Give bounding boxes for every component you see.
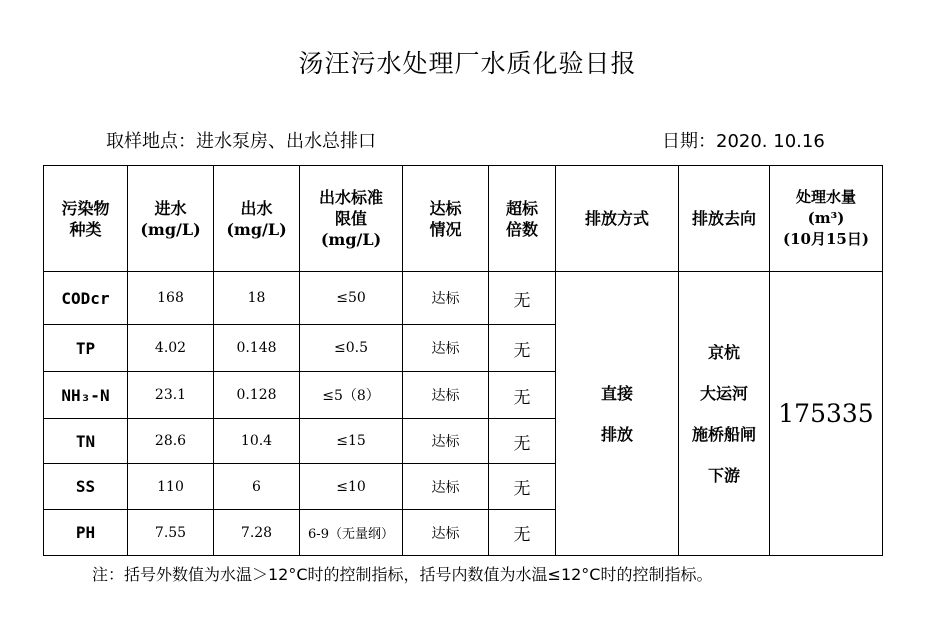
compliance-status: 达标	[403, 464, 489, 510]
header-effluent-line-1: 出水	[240, 198, 273, 218]
header-influent-line-2: (mg/L)	[140, 219, 201, 239]
header-effluent	[214, 166, 300, 272]
sampling-location: 取样地点：进水泵房、出水总排口	[106, 131, 376, 152]
discharge-destination-line-1: 京杭	[707, 342, 740, 362]
discharge-destination-line-2: 大运河	[699, 383, 748, 403]
discharge-destination	[679, 272, 770, 556]
header-influent	[128, 166, 214, 272]
influent-value: 168	[128, 272, 214, 325]
limit-value: 6-9（无量纲）	[300, 510, 403, 556]
compliance-status: 达标	[403, 510, 489, 556]
discharge-destination-line-3: 施桥船闸	[691, 424, 756, 444]
effluent-value: 7.28	[214, 510, 300, 556]
discharge-method	[556, 272, 679, 556]
header-pollutant-line-2: 种类	[69, 219, 102, 239]
header-influent-line-1: 进水	[154, 198, 187, 218]
header-discharge-method: 排放方式	[556, 166, 679, 272]
compliance-status: 达标	[403, 419, 489, 464]
limit-value: ≤0.5	[300, 325, 403, 372]
influent-value: 28.6	[128, 419, 214, 464]
header-row	[44, 166, 883, 272]
effluent-value: 0.128	[214, 372, 300, 419]
header-exceed-line-1: 超标	[505, 198, 538, 218]
effluent-value: 6	[214, 464, 300, 510]
pollutant-name: CODcr	[44, 272, 128, 325]
influent-value: 4.02	[128, 325, 214, 372]
exceed-value: 无	[489, 372, 556, 419]
limit-value: ≤15	[300, 419, 403, 464]
pollutant-name: TP	[44, 325, 128, 372]
header-compliance	[403, 166, 489, 272]
exceed-value: 无	[489, 510, 556, 556]
influent-value: 110	[128, 464, 214, 510]
header-standard-line-1: 出水标准	[318, 188, 383, 207]
footnote: 注：括号外数值为水温＞12°C时的控制指标，括号内数值为水温≤12°C时的控制指标。	[92, 565, 713, 584]
exceed-value: 无	[489, 325, 556, 372]
influent-value: 7.55	[128, 510, 214, 556]
header-effluent-line-2: (mg/L)	[226, 219, 287, 239]
compliance-status: 达标	[403, 325, 489, 372]
report-title: 汤汪污水处理厂水质化验日报	[298, 49, 637, 78]
exceed-value: 无	[489, 272, 556, 325]
header-volume-line-3: (10月15日)	[783, 230, 869, 248]
influent-value: 23.1	[128, 372, 214, 419]
pollutant-name: SS	[44, 464, 128, 510]
discharge-method-line-2: 排放	[600, 424, 633, 444]
header-standard-line-2: 限值	[334, 209, 367, 228]
pollutant-name: NH₃-N	[44, 372, 128, 419]
header-standard-line-3: (mg/L)	[320, 230, 382, 249]
treated-volume: 175335	[770, 272, 883, 556]
header-pollutant	[44, 166, 128, 272]
water-quality-table	[43, 165, 883, 556]
exceed-value: 无	[489, 419, 556, 464]
header-volume-line-1: 处理水量	[795, 188, 856, 206]
header-compliance-line-1: 达标	[429, 198, 462, 218]
effluent-value: 18	[214, 272, 300, 325]
compliance-status: 达标	[403, 372, 489, 419]
limit-value: ≤10	[300, 464, 403, 510]
discharge-method-line-1: 直接	[600, 383, 633, 403]
limit-value: ≤50	[300, 272, 403, 325]
header-volume-line-2: (m³)	[807, 209, 845, 227]
limit-value: ≤5（8）	[300, 372, 403, 419]
header-volume	[770, 166, 883, 272]
pollutant-name: PH	[44, 510, 128, 556]
report-date: 日期：2020. 10.16	[662, 131, 825, 152]
exceed-value: 无	[489, 464, 556, 510]
effluent-value: 0.148	[214, 325, 300, 372]
effluent-value: 10.4	[214, 419, 300, 464]
header-standard	[300, 166, 403, 272]
pollutant-name: TN	[44, 419, 128, 464]
compliance-status: 达标	[403, 272, 489, 325]
header-discharge-destination: 排放去向	[679, 166, 770, 272]
discharge-destination-line-4: 下游	[707, 465, 740, 485]
header-compliance-line-2: 情况	[429, 219, 462, 239]
header-exceed-line-2: 倍数	[505, 219, 538, 239]
table-row	[44, 272, 883, 325]
header-pollutant-line-1: 污染物	[61, 198, 110, 218]
header-exceed	[489, 166, 556, 272]
